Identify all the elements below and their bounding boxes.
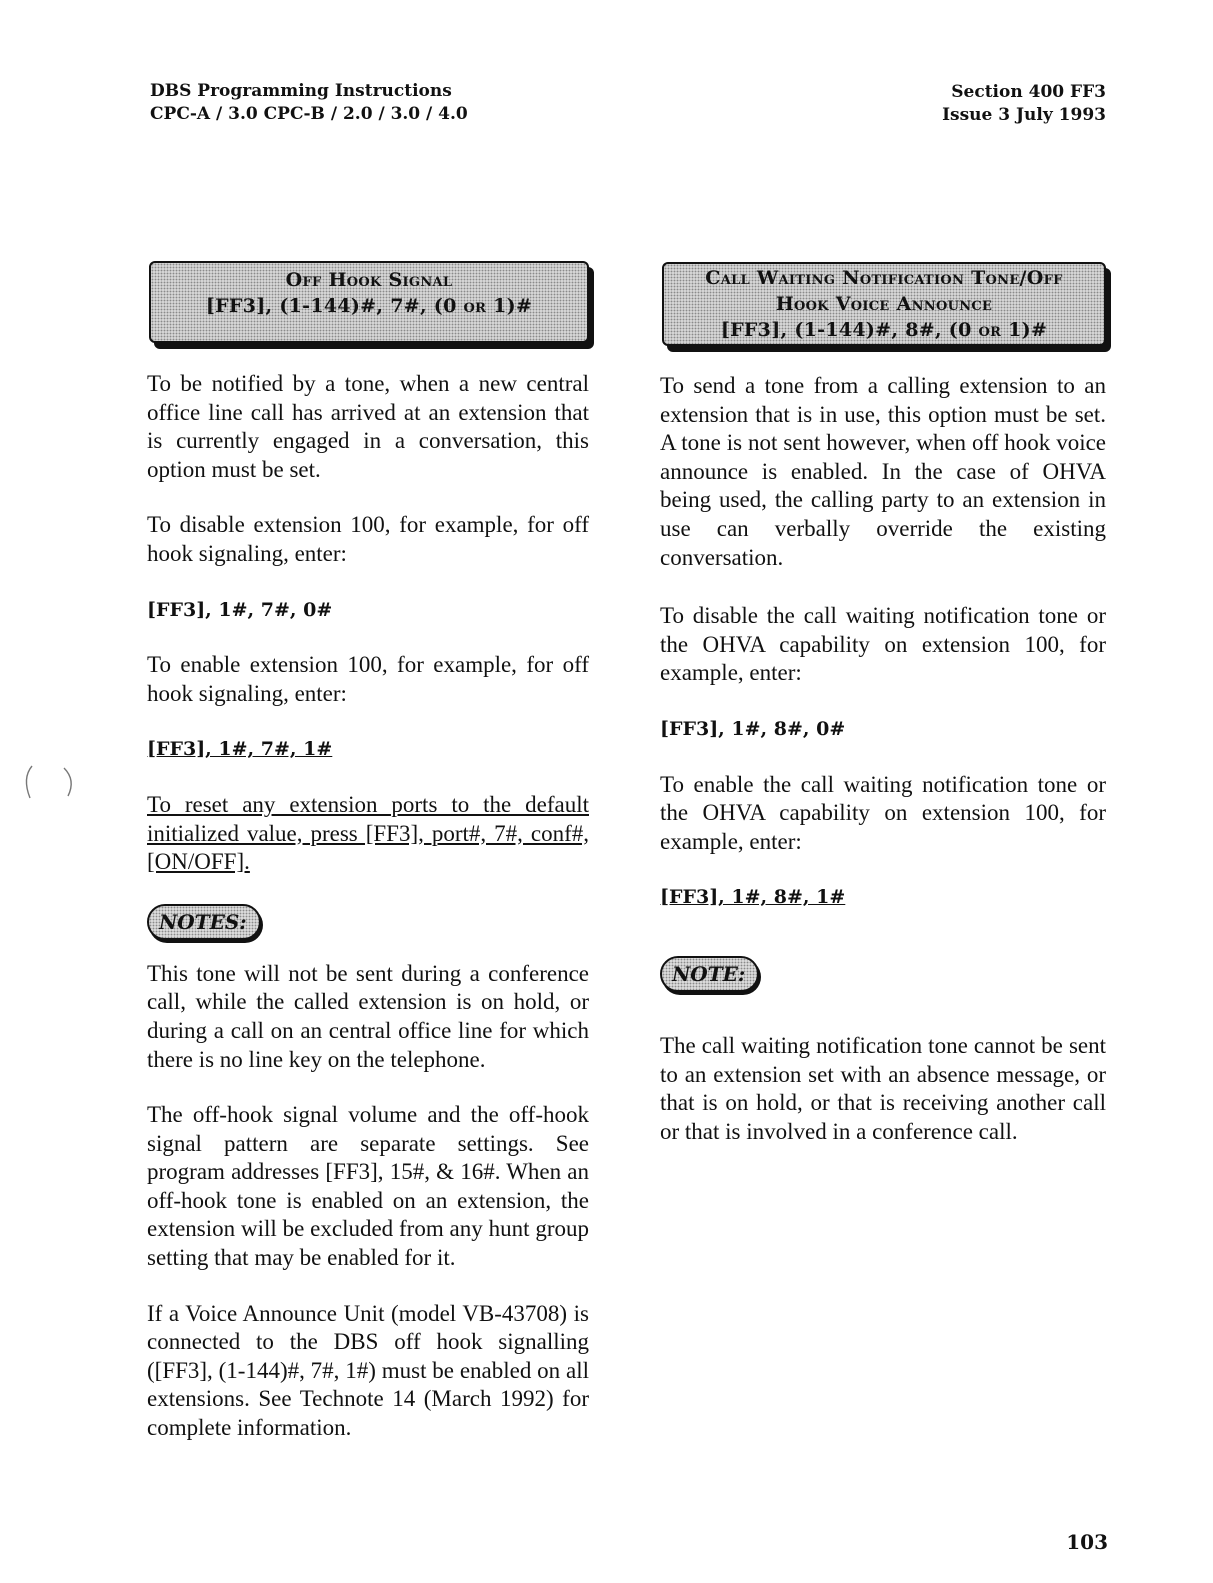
paragraph: To disable the call waiting notification tone or the OHVA capability on extension 100, for example, enter: [660,603,1106,686]
paragraph: To enable extension 100, for example, for off hook signaling, enter: [147,652,589,706]
doc-title: DBS Programming Instructions [150,81,452,101]
paragraph: To disable extension 100, for example, for off hook signaling, enter: [147,512,589,566]
right-column [660,372,1106,1146]
header-left [150,80,468,126]
paragraph: To be notified by a tone, when a new central office line call has arrived at an extension that is currently engaged in a conversation, this option must be set. [147,371,589,482]
off-hook-signal-title: Off Hook Signal [285,269,453,291]
page-number: 103 [1066,1530,1108,1554]
paragraph: This tone will not be sent during a conference call, while the called extension is on hold, or during a call on an central office line for which there is no line key on the telephone. [147,960,589,1072]
header-right [942,81,1106,127]
command-enable: [FF3], 1#, 7#, 1# [147,738,333,761]
paragraph: To send a tone from a calling extension to an extension that is in use, this option must be set. A tone is not sent however, when off hook voice announce is enabled. In the case of OHVA being used, the calling party to an extension in use can verbally override the existing conversation. [660,373,1106,570]
command-disable: [FF3], 1#, 7#, 0# [147,598,333,621]
issue-date: Issue 3 July 1993 [942,105,1106,125]
call-waiting-title-box [662,262,1106,346]
command-disable: [FF3], 1#, 8#, 0# [660,717,846,740]
note-badge: NOTE: [660,956,759,992]
left-column [147,370,589,1443]
call-waiting-title-line1: Call Waiting Notification Tone/Off [705,267,1063,289]
paragraph: If a Voice Announce Unit (model VB-43708) is connected to the DBS off hook signalling ([FF3], (1-144)#, 7#, 1#) must be enabled on all extensions. See Technote 14 (March 1992) for complete information. [147,1300,589,1441]
command-enable: [FF3], 1#, 8#, 1# [660,886,846,909]
doc-versions: CPC-A / 3.0 CPC-B / 2.0 / 3.0 / 4.0 [150,104,468,124]
call-waiting-title-line2: Hook Voice Announce [775,293,993,315]
margin-mark [20,764,80,804]
paragraph: The off-hook signal volume and the off-hook signal pattern are separate settings. See program addresses [FF3], 15#, & 16#. When an off-hook tone is enabled on an extension, the extension will be excluded from any hunt group setting that may be enabled for it. [147,1102,589,1271]
paragraph: To enable the call waiting notification tone or the OHVA capability on extension 100, for example, enter: [660,771,1106,854]
section-label: Section 400 FF3 [951,82,1106,102]
off-hook-signal-address: [FF3], (1-144)#, 7#, (0 or 1)# [205,295,533,317]
paragraph: The call waiting notification tone cannot be sent to an extension set with an absence message, or that is on hold, or that is receiving another call or that is involved in a conference call. [660,1032,1106,1144]
reset-instruction: To reset any extension ports to the default initialized value, press [FF3], port#, 7#, conf#, [ON/OFF]. [147,791,589,875]
notes-badge: NOTES: [147,904,261,940]
off-hook-signal-title-box [149,261,589,343]
call-waiting-address: [FF3], (1-144)#, 8#, (0 or 1)# [720,319,1048,341]
